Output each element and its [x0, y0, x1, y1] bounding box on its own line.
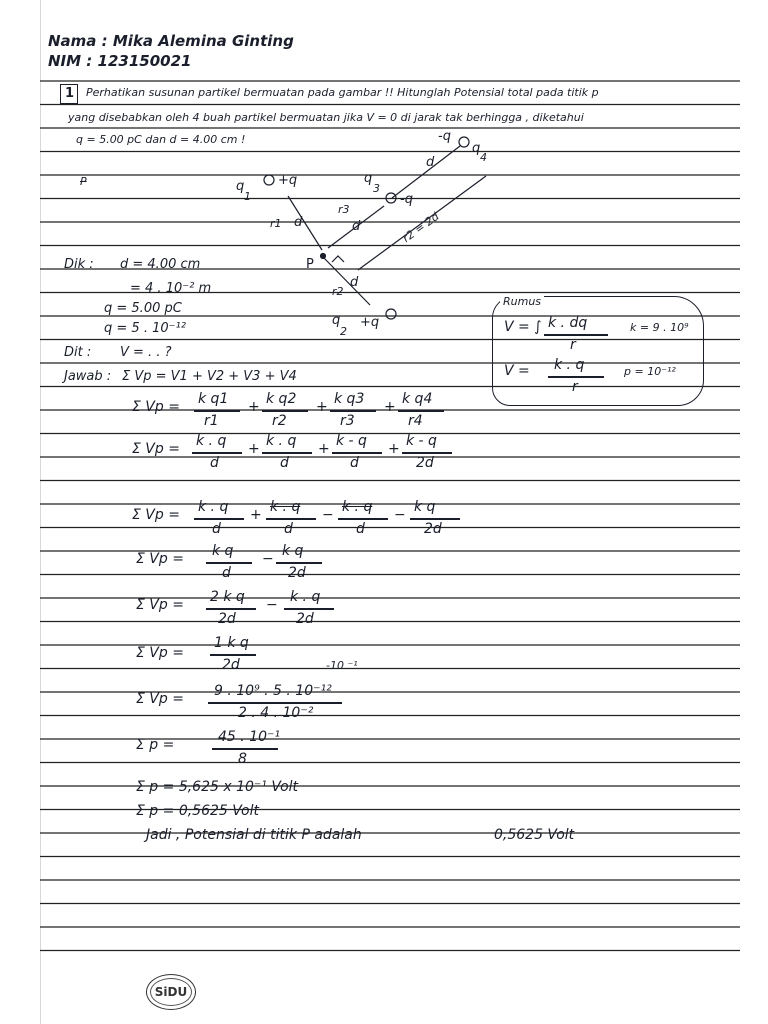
line-p-q2: [324, 258, 370, 305]
q2-circle: [386, 309, 396, 319]
step3-minus1: −: [322, 507, 334, 523]
conclusion-text: Jadi , Potensial di titik P adalah: [146, 827, 362, 843]
conclusion-value: 0,5625 Volt: [494, 827, 575, 843]
step8-lhs: Σ p =: [136, 737, 175, 753]
step2-plus2: +: [318, 441, 330, 457]
step8-bar: [212, 748, 278, 750]
point-p-dot: [321, 254, 326, 259]
jawab-label: Jawab :: [64, 369, 112, 384]
step1-t3-bar: [330, 410, 376, 412]
step1-t2-bar: [262, 410, 308, 412]
step3-t2-num: k . q: [270, 499, 301, 515]
formula-1-num: k . dq: [548, 315, 588, 331]
step1-t1-num: k q1: [198, 391, 229, 407]
step4-t1-num: k q: [212, 543, 234, 559]
q1-sub: 1: [244, 190, 251, 203]
problem-line-2: yang disebabkan oleh 4 buah partikel bermuatan jika V = 0 di jarak tak berhingga , diketahui: [68, 111, 584, 124]
step4-t2-den: 2d: [288, 565, 306, 581]
step7-den: 2 . 4 . 10⁻²: [238, 705, 314, 721]
step9-result: Σ p = 5,625 x 10⁻¹ Volt: [136, 779, 299, 795]
q1-label: q: [236, 179, 245, 194]
d-label-q1: d: [294, 215, 303, 230]
step1-t1-den: r1: [204, 413, 219, 429]
step5-t2-bar: [284, 608, 334, 610]
step2-t4-den: 2d: [416, 455, 434, 471]
sidu-logo: [146, 974, 196, 1010]
step3-lhs: Σ Vp =: [132, 507, 180, 523]
step2-t1-den: d: [210, 455, 219, 471]
step2-t4-num: k - q: [406, 433, 437, 449]
q4-charge: -q: [438, 129, 451, 144]
d-label-q2: d: [350, 275, 359, 290]
r2-label: r2: [332, 285, 344, 298]
step2-t3-den: d: [350, 455, 359, 471]
formula-1-left: V = ∫: [504, 319, 542, 335]
d-value: d = 4.00 cm: [120, 257, 201, 272]
step2-plus3: +: [388, 441, 400, 457]
strike-mark: P: [80, 175, 87, 188]
formula-box: [492, 296, 704, 406]
step1-t3-den: r3: [340, 413, 355, 429]
jawab-equation: Σ Vp = V1 + V2 + V3 + V4: [122, 369, 297, 384]
step6-bar: [210, 654, 256, 656]
d-label-q3: d: [352, 219, 361, 234]
q-value: q = 5.00 pC: [104, 301, 182, 316]
student-nim: NIM : 123150021: [48, 52, 192, 70]
formula-p: p = 10⁻¹²: [624, 365, 676, 378]
q4-label: q: [472, 141, 481, 156]
step6-den: 2d: [222, 657, 240, 673]
formula-2-num: k . q: [554, 357, 585, 373]
formula-2-bar: [548, 376, 604, 378]
step4-t2-num: k q: [282, 543, 304, 559]
step2-t3-num: k - q: [336, 433, 367, 449]
line-q4-q3: [392, 146, 460, 198]
step5-t1-num: 2 k q: [210, 589, 245, 605]
logo-text: SiDU: [154, 985, 188, 999]
d-label-q4: d: [426, 155, 435, 170]
q4-circle: [459, 137, 469, 147]
step1-t4-num: k q4: [402, 391, 433, 407]
step5-minus: −: [266, 597, 278, 613]
q1-charge: +q: [278, 173, 298, 188]
step2-t1-num: k . q: [196, 433, 227, 449]
dit-value: V = . . ?: [120, 345, 172, 360]
problem-line-1: Perhatikan susunan partikel bermuatan pada gambar !! Hitunglah Potensial total pada titik p: [86, 86, 599, 99]
problem-number: 1: [65, 86, 75, 101]
r3-label: r3: [338, 203, 350, 216]
r1-label: r1: [270, 217, 282, 230]
problem-line-3: q = 5.00 pC dan d = 4.00 cm !: [76, 133, 246, 146]
step5-t2-num: k . q: [290, 589, 321, 605]
step6-num: 1 k q: [214, 635, 249, 651]
step4-minus: −: [262, 551, 274, 567]
step4-t2-bar: [276, 562, 322, 564]
step3-t4-num: k q: [414, 499, 436, 515]
step3-t2-den: d: [284, 521, 293, 537]
notebook-page: [40, 0, 740, 1024]
step4-t1-bar: [206, 562, 252, 564]
step3-minus2: −: [394, 507, 406, 523]
formula-box-title: Rumus: [500, 296, 544, 307]
q2-label: q: [332, 313, 341, 328]
step1-t2-den: r2: [272, 413, 287, 429]
step1-t3-num: k q3: [334, 391, 365, 407]
q1-circle: [264, 175, 274, 185]
step6-lhs: Σ Vp =: [136, 645, 184, 661]
step4-lhs: Σ Vp =: [136, 551, 184, 567]
step1-t2-num: k q2: [266, 391, 297, 407]
step3-t1-num: k . q: [198, 499, 229, 515]
formula-1-den: r: [570, 337, 576, 353]
step7-bar: [208, 702, 342, 704]
right-angle-mark: [332, 256, 344, 262]
step2-lhs: Σ Vp =: [132, 441, 180, 457]
formula-k: k = 9 . 10⁹: [630, 321, 689, 334]
q2-charge: +q: [360, 315, 380, 330]
step7-lhs: Σ Vp =: [136, 691, 184, 707]
step3-t4-den: 2d: [424, 521, 442, 537]
q3-sub: 3: [373, 182, 380, 195]
step8-num: 45 . 10⁻¹: [218, 729, 280, 745]
step2-t4-bar: [402, 452, 452, 454]
step3-plus: +: [250, 507, 262, 523]
step1-t1-bar: [194, 410, 240, 412]
step5-t1-den: 2d: [218, 611, 236, 627]
q3-charge: -q: [400, 192, 413, 207]
step3-t1-den: d: [212, 521, 221, 537]
formula-2-left: V =: [504, 363, 530, 379]
step2-t2-num: k . q: [266, 433, 297, 449]
formula-2-den: r: [572, 379, 578, 395]
step3-t3-num: k . q: [342, 499, 373, 515]
step1-t4-bar: [398, 410, 444, 412]
student-name: Nama : Mika Alemina Ginting: [48, 32, 294, 50]
step3-t3-bar: [338, 518, 388, 520]
step2-t1-bar: [192, 452, 242, 454]
step5-t2-den: 2d: [296, 611, 314, 627]
q-convert: q = 5 . 10⁻¹²: [104, 321, 186, 336]
step10-result: Σ p = 0,5625 Volt: [136, 803, 259, 819]
point-p-label: P: [306, 257, 314, 272]
step4-t1-den: d: [222, 565, 231, 581]
step6-note: -10 ⁻¹: [326, 659, 358, 672]
q3-label: q: [364, 171, 373, 186]
step5-t1-bar: [206, 608, 256, 610]
step8-den: 8: [238, 751, 247, 767]
step2-t2-bar: [262, 452, 312, 454]
formula-1-bar: [544, 334, 608, 336]
step2-plus1: +: [248, 441, 260, 457]
step1-t4-den: r4: [408, 413, 423, 429]
dit-label: Dit :: [64, 345, 92, 360]
step3-t3-den: d: [356, 521, 365, 537]
d-convert: = 4 . 10⁻² m: [130, 281, 212, 296]
step1-plus3: +: [384, 399, 396, 415]
step7-num: 9 . 10⁹ . 5 . 10⁻¹²: [214, 683, 332, 699]
step2-t2-den: d: [280, 455, 289, 471]
step3-t1-bar: [194, 518, 244, 520]
step5-lhs: Σ Vp =: [136, 597, 184, 613]
q4-sub: 4: [480, 151, 487, 164]
step1-plus1: +: [248, 399, 260, 415]
step1-lhs: Σ Vp =: [132, 399, 180, 415]
r4-2d-label: r2 = 2d: [400, 209, 442, 246]
q3-circle: [386, 193, 396, 203]
step1-plus2: +: [316, 399, 328, 415]
step3-t4-bar: [410, 518, 460, 520]
dik-label: Dik :: [64, 257, 94, 272]
step3-t2-bar: [266, 518, 316, 520]
step2-t3-bar: [332, 452, 382, 454]
q2-sub: 2: [340, 325, 347, 338]
